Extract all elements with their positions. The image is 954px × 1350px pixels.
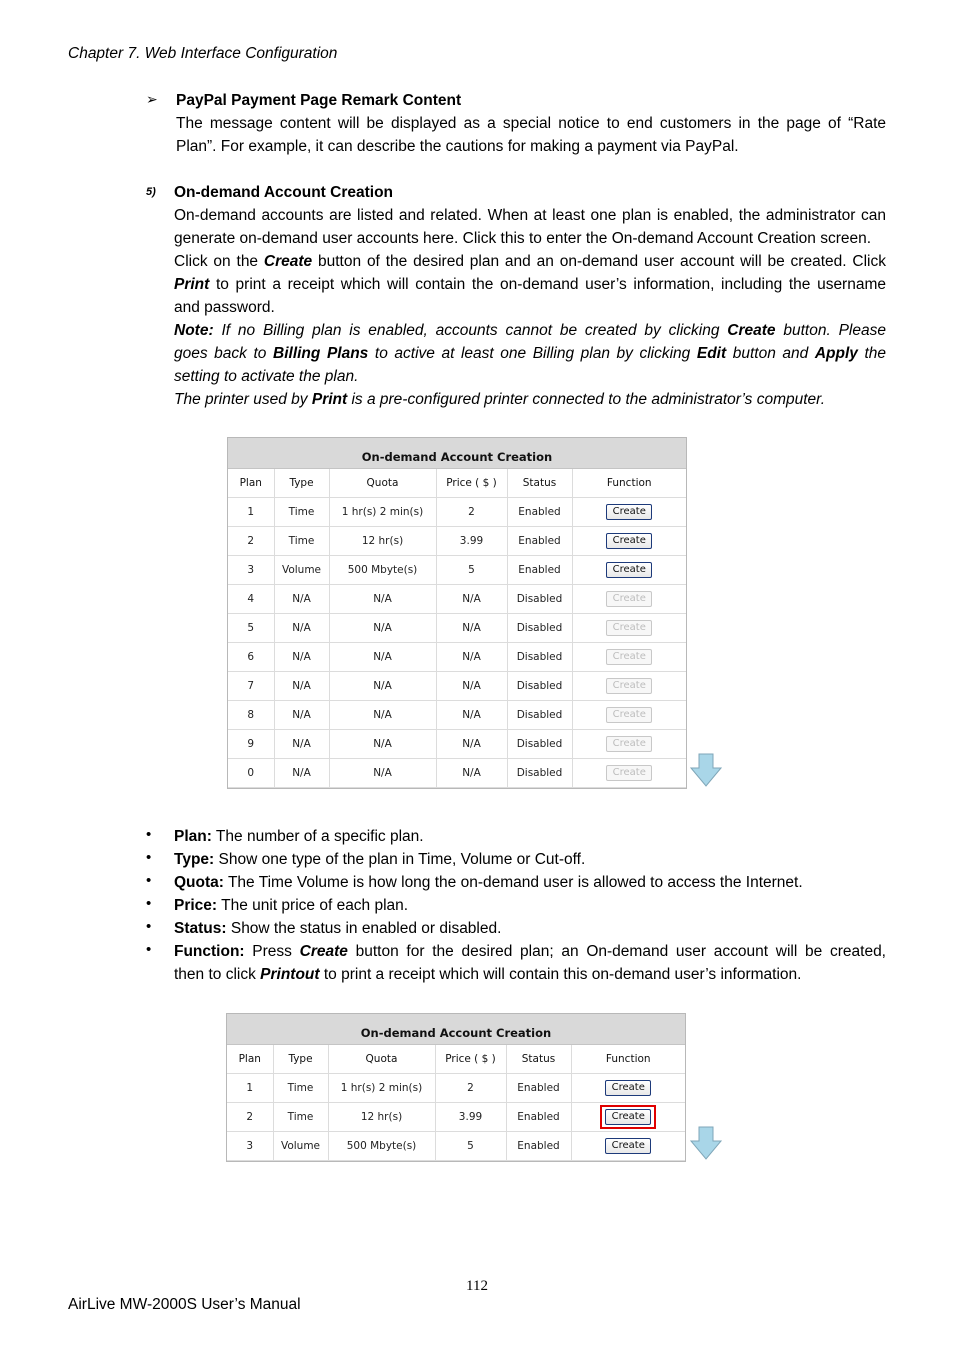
status-cell: Enabled bbox=[506, 1132, 571, 1161]
quota-cell: N/A bbox=[329, 759, 436, 788]
table2-title: On-demand Account Creation bbox=[227, 1014, 685, 1045]
create-button[interactable]: Create bbox=[605, 1138, 651, 1154]
ondemand-line3-a: Click on the bbox=[174, 253, 264, 270]
button-wrap bbox=[606, 707, 652, 723]
price-cell: N/A bbox=[436, 701, 507, 730]
table-row bbox=[228, 556, 686, 585]
status-cell: Disabled bbox=[507, 643, 572, 672]
col-header-type: Type bbox=[274, 469, 329, 498]
quota-cell: 1 hr(s) 2 min(s) bbox=[329, 498, 436, 527]
price-cell: 5 bbox=[435, 1132, 506, 1161]
bullet-dot: • bbox=[146, 872, 152, 889]
ondemand-line4-b: to print a receipt which will contain the on-demand user’s information, including the username bbox=[209, 276, 886, 293]
col-header-status: Status bbox=[506, 1045, 571, 1074]
table-row bbox=[228, 585, 686, 614]
function-a: Press bbox=[244, 943, 300, 960]
bullet-text: Show one type of the plan in Time, Volume or Cut-off. bbox=[214, 851, 586, 868]
bullet-dot: • bbox=[146, 826, 152, 843]
function-cell bbox=[572, 585, 686, 614]
ondemand-line3 bbox=[174, 250, 886, 273]
button-wrap bbox=[606, 591, 652, 607]
bullet-term: Status: bbox=[174, 920, 227, 937]
note-line1-d: button. Please bbox=[775, 322, 886, 339]
note-line2 bbox=[174, 342, 886, 365]
table-row bbox=[228, 498, 686, 527]
table-row bbox=[228, 759, 686, 788]
create-button: Create bbox=[606, 736, 652, 752]
bullet-term: Type: bbox=[174, 851, 215, 868]
type-cell: Time bbox=[274, 498, 329, 527]
price-cell: N/A bbox=[436, 614, 507, 643]
function-cell bbox=[572, 672, 686, 701]
col-header-function: Function bbox=[571, 1045, 685, 1074]
price-cell: N/A bbox=[436, 672, 507, 701]
quota-cell: 12 hr(s) bbox=[329, 527, 436, 556]
status-cell: Disabled bbox=[507, 614, 572, 643]
table-row bbox=[227, 1074, 685, 1103]
table1 bbox=[228, 469, 686, 788]
price-cell: 2 bbox=[436, 498, 507, 527]
status-cell: Disabled bbox=[507, 701, 572, 730]
paypal-text-line2: Plan”. For example, it can describe the cautions for making a payment via PayPal. bbox=[176, 138, 739, 155]
ondemand-heading: On-demand Account Creation bbox=[174, 184, 394, 201]
bullet-item bbox=[174, 894, 408, 917]
type-cell: N/A bbox=[274, 672, 329, 701]
chapter-header: Chapter 7. Web Interface Configuration bbox=[68, 45, 338, 62]
col-header-status: Status bbox=[507, 469, 572, 498]
type-cell: N/A bbox=[274, 730, 329, 759]
col-header-plan: Plan bbox=[227, 1045, 273, 1074]
section-number: 5) bbox=[146, 186, 156, 198]
function-create-term: Create bbox=[299, 943, 348, 960]
price-cell: 5 bbox=[436, 556, 507, 585]
col-header-price: Price ( $ ) bbox=[436, 469, 507, 498]
table1-header-row bbox=[228, 469, 686, 498]
plan-cell: 0 bbox=[228, 759, 274, 788]
button-wrap bbox=[606, 736, 652, 752]
table-row bbox=[228, 672, 686, 701]
bullet-dot: • bbox=[146, 918, 152, 935]
bullet-text: The Time Volume is how long the on-demand user is allowed to access the Internet. bbox=[223, 874, 803, 891]
plan-cell: 6 bbox=[228, 643, 274, 672]
bullet-dot: • bbox=[146, 849, 152, 866]
col-header-price: Price ( $ ) bbox=[435, 1045, 506, 1074]
type-cell: N/A bbox=[274, 759, 329, 788]
plan-cell: 4 bbox=[228, 585, 274, 614]
paypal-text-line1: The message content will be displayed as a special notice to end customers in the page of “Rate bbox=[176, 115, 886, 132]
table-row bbox=[228, 614, 686, 643]
function-term: Function: bbox=[174, 943, 245, 960]
bullet-item bbox=[174, 871, 803, 894]
price-cell: N/A bbox=[436, 730, 507, 759]
ondemand-line1: On-demand accounts are listed and related. When at least one plan is enabled, the administrator can bbox=[174, 207, 886, 224]
quota-cell: N/A bbox=[329, 672, 436, 701]
bullet-dot: • bbox=[146, 941, 152, 958]
bullet-text: The unit price of each plan. bbox=[217, 897, 409, 914]
function-c: button for the desired plan; an On-demand user account will be created, bbox=[347, 943, 886, 960]
col-header-plan: Plan bbox=[228, 469, 274, 498]
create-button[interactable]: Create bbox=[606, 504, 652, 520]
type-cell: Time bbox=[273, 1074, 328, 1103]
billing-plans-term: Billing Plans bbox=[273, 345, 369, 362]
quota-cell: N/A bbox=[329, 730, 436, 759]
function-cell bbox=[572, 527, 686, 556]
plan-cell: 9 bbox=[228, 730, 274, 759]
quota-cell: 500 Mbyte(s) bbox=[329, 556, 436, 585]
function-bullet-line1 bbox=[174, 940, 886, 963]
table-row bbox=[228, 701, 686, 730]
note-create-term: Create bbox=[727, 322, 776, 339]
quota-cell: 12 hr(s) bbox=[328, 1103, 435, 1132]
function-cell bbox=[572, 701, 686, 730]
col-header-function: Function bbox=[572, 469, 686, 498]
plan-cell: 1 bbox=[228, 498, 274, 527]
create-button: Create bbox=[606, 649, 652, 665]
type-cell: Volume bbox=[274, 556, 329, 585]
note-line1-b: If no Billing plan is enabled, accounts cannot be created by clicking bbox=[213, 322, 728, 339]
function-cell bbox=[571, 1074, 685, 1103]
page-number: 112 bbox=[466, 1278, 488, 1294]
bullet-item bbox=[174, 917, 501, 940]
function-cell bbox=[572, 759, 686, 788]
table-row bbox=[228, 643, 686, 672]
plan-cell: 2 bbox=[227, 1103, 273, 1132]
quota-cell: N/A bbox=[329, 614, 436, 643]
status-cell: Enabled bbox=[507, 556, 572, 585]
price-cell: N/A bbox=[436, 759, 507, 788]
plan-cell: 5 bbox=[228, 614, 274, 643]
ondemand-line2: generate on-demand user accounts here. Click this to enter the On-demand Account Creation screen. bbox=[174, 230, 872, 247]
quota-cell: N/A bbox=[329, 643, 436, 672]
button-wrap bbox=[605, 1080, 651, 1096]
ondemand-line3-c: button of the desired plan and an on-demand user account will be created. Click bbox=[312, 253, 886, 270]
button-wrap bbox=[605, 1138, 651, 1154]
status-cell: Disabled bbox=[507, 672, 572, 701]
function-cell bbox=[572, 614, 686, 643]
bullet-term: Price: bbox=[174, 897, 218, 914]
type-cell: N/A bbox=[274, 585, 329, 614]
button-wrap bbox=[606, 649, 652, 665]
status-cell: Disabled bbox=[507, 730, 572, 759]
down-arrow-icon bbox=[690, 1126, 722, 1160]
paypal-heading: PayPal Payment Page Remark Content bbox=[176, 92, 462, 109]
status-cell: Enabled bbox=[506, 1074, 571, 1103]
table-row bbox=[228, 527, 686, 556]
type-cell: Time bbox=[274, 527, 329, 556]
create-button[interactable]: Create bbox=[605, 1080, 651, 1096]
col-header-type: Type bbox=[273, 1045, 328, 1074]
button-wrap bbox=[606, 678, 652, 694]
note-line4-c: is a pre-configured printer connected to the administrator’s computer. bbox=[347, 391, 826, 408]
note-line3: setting to activate the plan. bbox=[174, 368, 359, 385]
create-button: Create bbox=[606, 620, 652, 636]
price-cell: 3.99 bbox=[435, 1103, 506, 1132]
function-bullet-line2 bbox=[174, 963, 801, 986]
plan-cell: 3 bbox=[227, 1132, 273, 1161]
button-wrap bbox=[606, 533, 652, 549]
plan-cell: 8 bbox=[228, 701, 274, 730]
button-wrap bbox=[606, 504, 652, 520]
col-header-quota: Quota bbox=[328, 1045, 435, 1074]
down-arrow-icon bbox=[690, 753, 722, 787]
price-cell: N/A bbox=[436, 585, 507, 614]
bullet-item bbox=[174, 848, 585, 871]
bullet-text: The number of a specific plan. bbox=[211, 828, 424, 845]
note-line4 bbox=[174, 388, 825, 411]
plan-cell: 3 bbox=[228, 556, 274, 585]
printout-term: Printout bbox=[260, 966, 320, 983]
plan-cell: 7 bbox=[228, 672, 274, 701]
button-wrap bbox=[606, 765, 652, 781]
quota-cell: N/A bbox=[329, 585, 436, 614]
status-cell: Disabled bbox=[507, 759, 572, 788]
quota-cell: 500 Mbyte(s) bbox=[328, 1132, 435, 1161]
function-d: then to click bbox=[174, 966, 261, 983]
plan-cell: 1 bbox=[227, 1074, 273, 1103]
arrow-bullet-icon: ➢ bbox=[146, 91, 158, 107]
note-line2-c: to active at least one Billing plan by clicking bbox=[368, 345, 697, 362]
ondemand-line4 bbox=[174, 273, 886, 296]
status-cell: Enabled bbox=[507, 527, 572, 556]
function-cell bbox=[572, 643, 686, 672]
manual-footer: AirLive MW-2000S User’s Manual bbox=[68, 1296, 301, 1313]
table2-header-row bbox=[227, 1045, 685, 1074]
create-button: Create bbox=[606, 591, 652, 607]
ondemand-table-screenshot-2 bbox=[226, 1013, 686, 1162]
price-cell: 3.99 bbox=[436, 527, 507, 556]
table1-title: On-demand Account Creation bbox=[228, 438, 686, 469]
print-term: Print bbox=[174, 276, 210, 293]
ondemand-line5: and password. bbox=[174, 299, 275, 316]
note-line4-a: The printer used by bbox=[174, 391, 312, 408]
apply-term: Apply bbox=[814, 345, 858, 362]
button-wrap bbox=[606, 562, 652, 578]
ondemand-table-screenshot-1 bbox=[227, 437, 687, 789]
create-term: Create bbox=[263, 253, 313, 270]
price-cell: N/A bbox=[436, 643, 507, 672]
quota-cell: 1 hr(s) 2 min(s) bbox=[328, 1074, 435, 1103]
create-button: Create bbox=[606, 765, 652, 781]
create-button[interactable]: Create bbox=[606, 562, 652, 578]
type-cell: Volume bbox=[273, 1132, 328, 1161]
note-line2-e: button and bbox=[726, 345, 815, 362]
bullet-item bbox=[174, 825, 424, 848]
note-line2-g: the bbox=[857, 345, 887, 362]
create-button[interactable]: Create bbox=[606, 533, 652, 549]
create-button[interactable]: Create bbox=[605, 1109, 651, 1125]
table-row bbox=[227, 1103, 685, 1132]
status-cell: Enabled bbox=[506, 1103, 571, 1132]
bullet-term: Plan: bbox=[174, 828, 212, 845]
function-f: to print a receipt which will contain this on-demand user’s information. bbox=[319, 966, 802, 983]
status-cell: Disabled bbox=[507, 585, 572, 614]
edit-term: Edit bbox=[696, 345, 727, 362]
bullet-term: Quota: bbox=[174, 874, 224, 891]
col-header-quota: Quota bbox=[329, 469, 436, 498]
table2 bbox=[227, 1045, 685, 1161]
plan-cell: 2 bbox=[228, 527, 274, 556]
create-button: Create bbox=[606, 707, 652, 723]
bullet-text: Show the status in enabled or disabled. bbox=[226, 920, 502, 937]
function-cell bbox=[571, 1103, 685, 1132]
type-cell: N/A bbox=[274, 701, 329, 730]
note-line2-a: goes back to bbox=[174, 345, 274, 362]
status-cell: Enabled bbox=[507, 498, 572, 527]
table-row bbox=[228, 730, 686, 759]
button-wrap bbox=[606, 620, 652, 636]
note-line1 bbox=[174, 319, 886, 342]
type-cell: Time bbox=[273, 1103, 328, 1132]
note-print-term: Print bbox=[311, 391, 348, 408]
price-cell: 2 bbox=[435, 1074, 506, 1103]
table-row bbox=[227, 1132, 685, 1161]
function-cell bbox=[572, 498, 686, 527]
highlight-box bbox=[600, 1105, 656, 1129]
bullet-dot: • bbox=[146, 895, 152, 912]
note-label: Note: bbox=[174, 322, 214, 339]
function-cell bbox=[571, 1132, 685, 1161]
type-cell: N/A bbox=[274, 643, 329, 672]
function-cell bbox=[572, 730, 686, 759]
quota-cell: N/A bbox=[329, 701, 436, 730]
create-button: Create bbox=[606, 678, 652, 694]
type-cell: N/A bbox=[274, 614, 329, 643]
function-cell bbox=[572, 556, 686, 585]
